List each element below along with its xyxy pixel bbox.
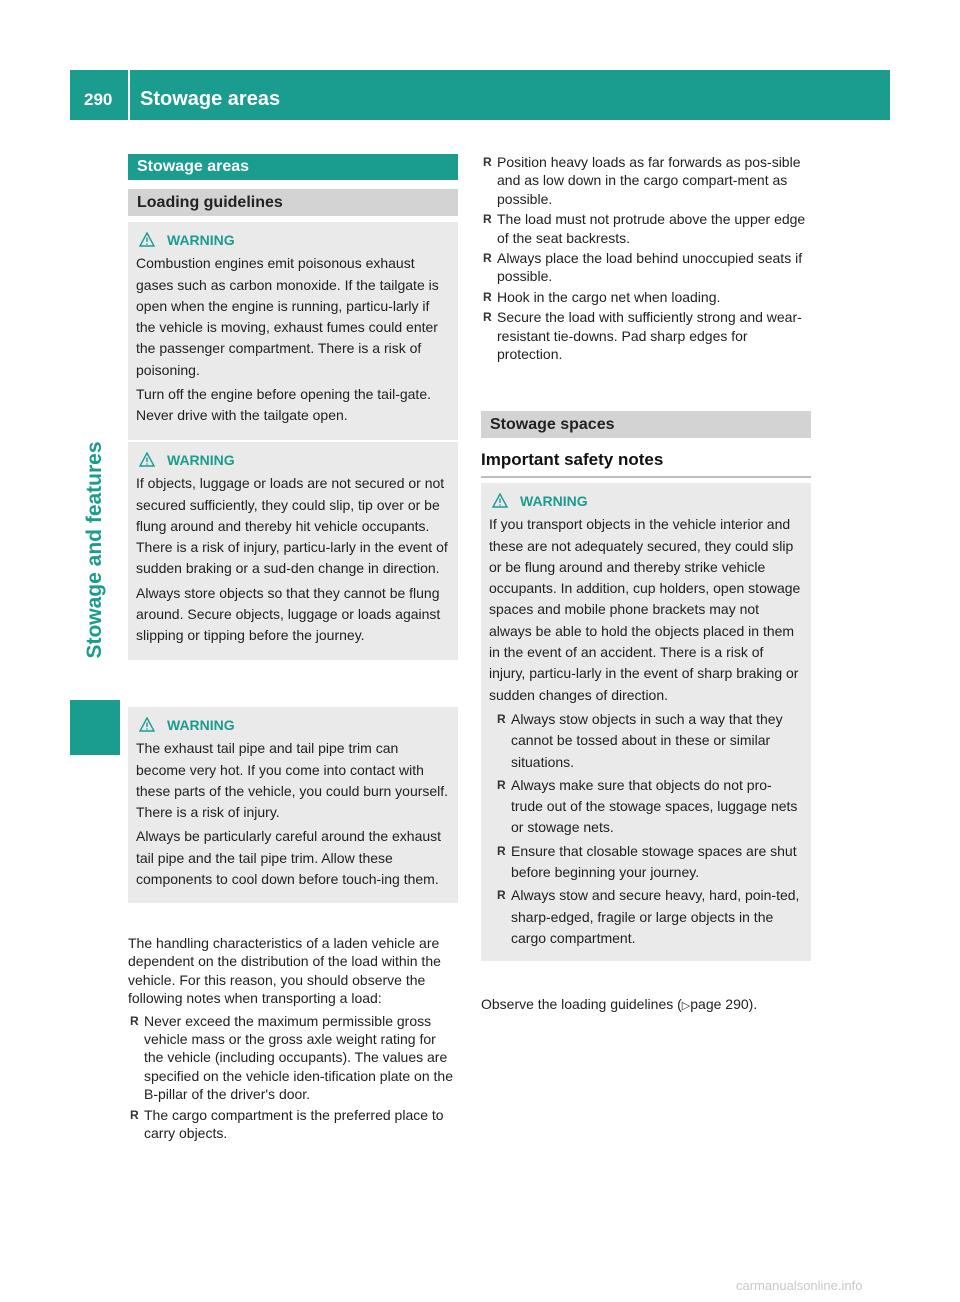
page-reference-link[interactable]: page 290 xyxy=(690,996,749,1012)
bullet-icon: R xyxy=(497,777,506,792)
page-number: 290 xyxy=(84,90,113,109)
list-item: R The cargo compartment is the preferred place to carry objects. xyxy=(130,1106,444,1142)
running-title: Stowage areas xyxy=(140,88,281,110)
list-item: R Always make sure that objects do not pro-trude out of the stowage spaces, luggage nets or stowage nets. xyxy=(497,776,798,836)
section-title: Stowage areas xyxy=(128,154,458,180)
bullet-icon: R xyxy=(130,1107,139,1122)
list-item: R Always stow and secure heavy, hard, poin-ted, sharp-edged, fragile or large objects in the cargo compartment. xyxy=(497,887,800,946)
warning-text: If you transport objects in the vehicle interior and these are not adequately secured, they could slip or be flung around and thereby strike vehicle occupants. In addition, cup holders, open stowage spaces and mobile phone brackets may not always be able to hold the objects placed in them in the event of an accident. There is a risk of injury, particu-larly in the event of sharp braking or sudden changes of direction. xyxy=(489,516,801,703)
heading: Important safety notes xyxy=(481,450,811,478)
warning-triangle-icon xyxy=(139,452,155,467)
list-item: R Position heavy loads as far forwards as pos-sible and as low down in the cargo compart-ment as possible. xyxy=(483,154,801,207)
bullet-icon: R xyxy=(483,310,492,325)
warning-text: Always be particularly careful around the exhaust tail pipe and the tail pipe trim. Allow these components to cool down before touch-ing them. xyxy=(136,828,442,888)
side-tab-label: Stowage and features xyxy=(83,441,106,659)
watermark: carmanualsonline.info xyxy=(736,1278,863,1293)
subsection-title: Stowage spaces xyxy=(481,411,811,438)
warning-box xyxy=(481,483,811,961)
warning-text: Turn off the engine before opening the tail-gate. Never drive with the tailgate open. xyxy=(136,386,431,424)
list-item: R Secure the load with sufficiently strong and wear-resistant tie-downs. Pad sharp edges for protection. xyxy=(483,309,802,363)
warning-text: Always store objects so that they cannot be flung around. Secure objects, luggage or loads against slipping or tipping before the journey. xyxy=(136,584,441,644)
warning-triangle-icon xyxy=(492,493,508,508)
warning-triangle-icon xyxy=(139,232,155,247)
list-item: R Ensure that closable stowage spaces are shut before beginning your journey. xyxy=(497,842,797,881)
warning-heading: WARNING xyxy=(136,715,450,736)
subsection-title: Loading guidelines xyxy=(128,189,458,216)
list-item: R Hook in the cargo net when loading. xyxy=(483,288,721,305)
intro-paragraph: The handling characteristics of a laden vehicle are dependent on the distribution of the load within the vehicle. For this reason, you should observe the following notes when transporting a load: xyxy=(128,935,441,1007)
warning-heading: WARNING xyxy=(489,491,803,512)
side-tab-marker xyxy=(70,700,120,755)
body-text xyxy=(128,934,458,1144)
bullet-icon: R xyxy=(497,843,506,858)
list-item: R The load must not protrude above the upper edge of the seat backrests. xyxy=(483,211,806,246)
warning-box xyxy=(128,707,458,903)
warning-text: The exhaust tail pipe and tail pipe trim can become very hot. If you come into contact with these parts of the vehicle, you could burn yourself. There is a risk of injury. xyxy=(136,740,449,821)
header-divider xyxy=(128,70,130,120)
page-reference-arrow-icon: ▷ xyxy=(681,1000,691,1012)
bullet-icon: R xyxy=(483,289,492,304)
bullet-icon: R xyxy=(483,155,492,169)
bullet-icon: R xyxy=(483,212,492,227)
observe-paragraph: Observe the loading guidelines (▷page 290). xyxy=(481,996,758,1012)
bullet-icon: R xyxy=(130,1013,139,1028)
list-item: R Always place the load behind unoccupied seats if possible. xyxy=(483,250,803,285)
bullet-icon: R xyxy=(497,711,506,726)
warning-heading: WARNING xyxy=(136,450,450,471)
warning-text: If objects, luggage or loads are not secured or not secured sufficiently, they could slip, tip over or be flung around and thereby hit vehicle occupants. There is a risk of injury, particu-larly in the event of sudden braking or a sud-den change in direction. xyxy=(136,475,448,577)
warning-text: Combustion engines emit poisonous exhaust gases such as carbon monoxide. If the tailgate is open when the engine is running, particu-larly if the vehicle is moving, exhaust fumes could enter the passenger compartment. There is a risk of poisoning. xyxy=(136,255,439,378)
warning-heading: WARNING xyxy=(136,230,450,251)
list-item: R Always stow objects in such a way that they cannot be tossed about in these or similar situations. xyxy=(497,710,783,770)
list-item: R Never exceed the maximum permissible gross vehicle mass or the gross axle weight rating for the vehicle (including occupants). The values are specified on the vehicle iden-tification plate on the B-pillar of the driver's door. xyxy=(130,1012,453,1103)
side-tab xyxy=(70,130,120,678)
warning-box xyxy=(128,222,458,440)
bullet-icon: R xyxy=(497,888,506,903)
body-text xyxy=(481,153,811,365)
warning-box xyxy=(128,442,458,660)
bullet-icon: R xyxy=(483,251,492,266)
warning-triangle-icon xyxy=(139,717,155,732)
